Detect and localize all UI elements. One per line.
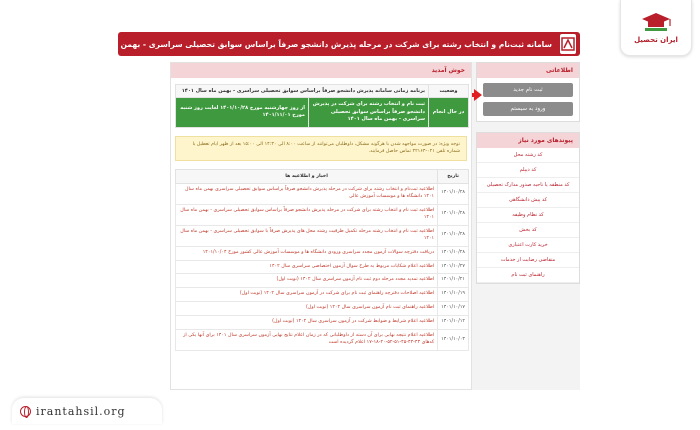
news-date: ۱۴۰۱/۱۰/۲۸ <box>438 246 469 260</box>
new-register-button[interactable]: ثبت نام جدید <box>483 83 573 97</box>
sidebar-link[interactable]: کد رشته محل <box>477 148 579 163</box>
news-link[interactable]: اطلاعیه اعلام شکایات مربوط به طرح سوال آزمون اختصاصی سراسری سال ۱۴۰۲ <box>176 260 438 274</box>
site-logo[interactable] <box>620 0 692 56</box>
status-table-header <box>176 85 469 98</box>
news-row <box>176 316 469 330</box>
welcome-header: خوش آمدید <box>171 63 471 78</box>
news-date: ۱۴۰۱/۱۰/۱۷ <box>438 302 469 316</box>
news-link[interactable]: اطلاعیه تمدید مجدد مرحله دوم ثبت نام آزمون سراسری سال ۱۴۰۲ (نوبت اول) <box>176 274 438 288</box>
news-date: ۱۴۰۱/۱۰/۲۸ <box>438 225 469 246</box>
actions-panel-title: اطلاعاتی <box>477 63 579 78</box>
news-row <box>176 225 469 246</box>
status-description: ثبت نام و انتخاب رشته برای شرکت در پذیرش دانشجو صرفاً براساس سوابق تحصیلی سراسری - بهمن ماه سال ۱۴۰۱ <box>309 98 429 128</box>
status-period: از روز چهارشنبه مورخ ۱۴۰۱/۱۰/۲۸ لغایت روز شنبه مورخ ۱۴۰۱/۱۱/۰۱ <box>176 98 309 128</box>
news-link[interactable]: اطلاعیه اصلاحات دفترچه راهنمای ثبت نام برای شرکت در آزمون سراسری سال ۱۴۰۲ (نوبت اول) <box>176 288 438 302</box>
logo-text: ایران تحصیل <box>634 36 678 44</box>
schedule-col-header: برنامه زمانی سامانه پذیرش دانشجو صرفاً براساس سوابق تحصیلی سراسری - بهمن ماه سال ۱۴۰۱ <box>176 85 429 98</box>
news-link[interactable]: دریافت دفترچه سوالات آزمون مجدد سراسری ورودی دانشگاه ها و موسسات آموزش عالی کشور مورخ ۱۴۰۱/۱۰/۰۴ <box>176 246 438 260</box>
news-date: ۱۴۰۱/۱۰/۱۹ <box>438 288 469 302</box>
news-date: ۱۴۰۱/۱۰/۱۲ <box>438 316 469 330</box>
news-link[interactable]: اطلاعیه اعلام شرایط و ضوابط شرکت در آزمون سراسری سال ۱۴۰۲ (نوبت اول) <box>176 316 438 330</box>
news-table <box>175 169 469 351</box>
news-row <box>176 274 469 288</box>
sidebar-link[interactable]: کد بخش <box>477 223 579 238</box>
graduation-books-icon <box>636 11 676 33</box>
news-list <box>176 183 469 350</box>
news-row <box>176 302 469 316</box>
news-date: ۱۴۰۱/۱۰/۲۸ <box>438 183 469 204</box>
status-col-header: وضعیت <box>429 85 469 98</box>
news-date: ۱۴۰۱/۱۰/۲۷ <box>438 260 469 274</box>
news-link[interactable]: اطلاعیه ثبت نام و انتخاب رشته برای شرکت در مرحله پذیرش دانشجو صرفاً براساس سوابق تحصیلی سراسری - بهمن ماه سال ۱۴۰۱ <box>176 204 438 225</box>
actions-panel <box>476 62 580 122</box>
news-date: ۱۴۰۱/۱۰/۲۸ <box>438 204 469 225</box>
sidebar-link[interactable]: خرید کارت اعتباری <box>477 238 579 253</box>
news-link[interactable]: اطلاعیه اعلام نتیجه نهایی برای آن دسته از داوطلبانی که در زمان اعلام نتایج نهایی آزمون سراسری سال ۱۴۰۱ برای آنها یکی از کدهای ۴۳-۴۴-۴۵-۵۱-۵۲-۲۰-۱۸-۱۷ اعلام گردیده است <box>176 330 438 351</box>
news-date: ۱۴۰۱/۱۰/۰۳ <box>438 330 469 351</box>
news-link[interactable]: اطلاعیه ثبت‌نام و انتخاب رشته برای شرکت در مرحله پذیرش دانشجو صرفاً براساس سوابق تحصیلی سراسری بهمن ماه سال ۱۴۰۱ دانشگاه ها و موسسات آموزش عالی <box>176 183 438 204</box>
news-row <box>176 183 469 204</box>
news-date-header: تاریخ <box>438 169 469 183</box>
sidebar-link[interactable]: کد نظام وظیفه <box>477 208 579 223</box>
status-table <box>175 84 469 128</box>
organization-emblem-icon <box>560 34 576 54</box>
news-row <box>176 288 469 302</box>
footer-domain <box>12 398 162 424</box>
notice-box: توجه ویژه: در صورت مواجهه شدن با هرگونه مشکل، داوطلبان می‌توانند از ساعت ۸:۰۰ الی ۱۴:۳۰ الی ۱۵:۰۰ بعد از ظهر ایام تعطیل با شماره تلفن ۰۲۱-۴۲۱۶۳ تماس حاصل فرمایند. <box>175 136 467 161</box>
sidebar <box>476 62 580 294</box>
sidebar-link[interactable]: کد پیش دانشگاهی <box>477 193 579 208</box>
news-link[interactable]: اطلاعیه ثبت نام و انتخاب رشته مرحله تکمیل ظرفیت رشته محل های پذیرش صرفاً با سوابق تحصیلی سراسری - بهمن ماه سال ۱۴۰۱ <box>176 225 438 246</box>
news-row <box>176 260 469 274</box>
content-panel <box>170 62 472 390</box>
sidebar-link[interactable]: کد دیپلم <box>477 163 579 178</box>
news-title-header: اخبار و اطلاعیه ها <box>176 169 438 183</box>
status-value: در حال انجام <box>429 98 469 128</box>
news-date: ۱۴۰۱/۱۰/۲۱ <box>438 274 469 288</box>
news-row <box>176 204 469 225</box>
header-banner <box>65 32 580 56</box>
sidebar-link[interactable]: راهنمای ثبت نام <box>477 268 579 283</box>
sidebar-link[interactable]: متقاضی رضایت از خدمات <box>477 253 579 268</box>
status-row <box>176 98 469 128</box>
news-link[interactable]: اطلاعیه راهنمای ثبت نام آزمون سراسری سال ۱۴۰۲ (نوبت اول) <box>176 302 438 316</box>
page-title: سامانه ثبت‌نام و انتخاب رشته برای شرکت در مرحله پذیرش دانشجو صرفاً براساس سوابق تحصیلی سراسری - بهمن ماه سال ۱۴۰۱ <box>65 39 552 49</box>
news-row <box>176 246 469 260</box>
news-table-header <box>176 169 469 183</box>
links-list <box>477 148 579 283</box>
sidebar-link[interactable]: کد منطقه یا ناحیه صدور مدارک تحصیلی <box>477 178 579 193</box>
news-row <box>176 330 469 351</box>
domain-text: irantahsil.org <box>36 404 126 418</box>
links-panel <box>476 132 580 284</box>
links-panel-title: پیوندهای مورد نیاز <box>477 133 579 148</box>
login-button[interactable]: ورود به سیستم <box>483 102 573 116</box>
globe-icon <box>20 406 31 417</box>
